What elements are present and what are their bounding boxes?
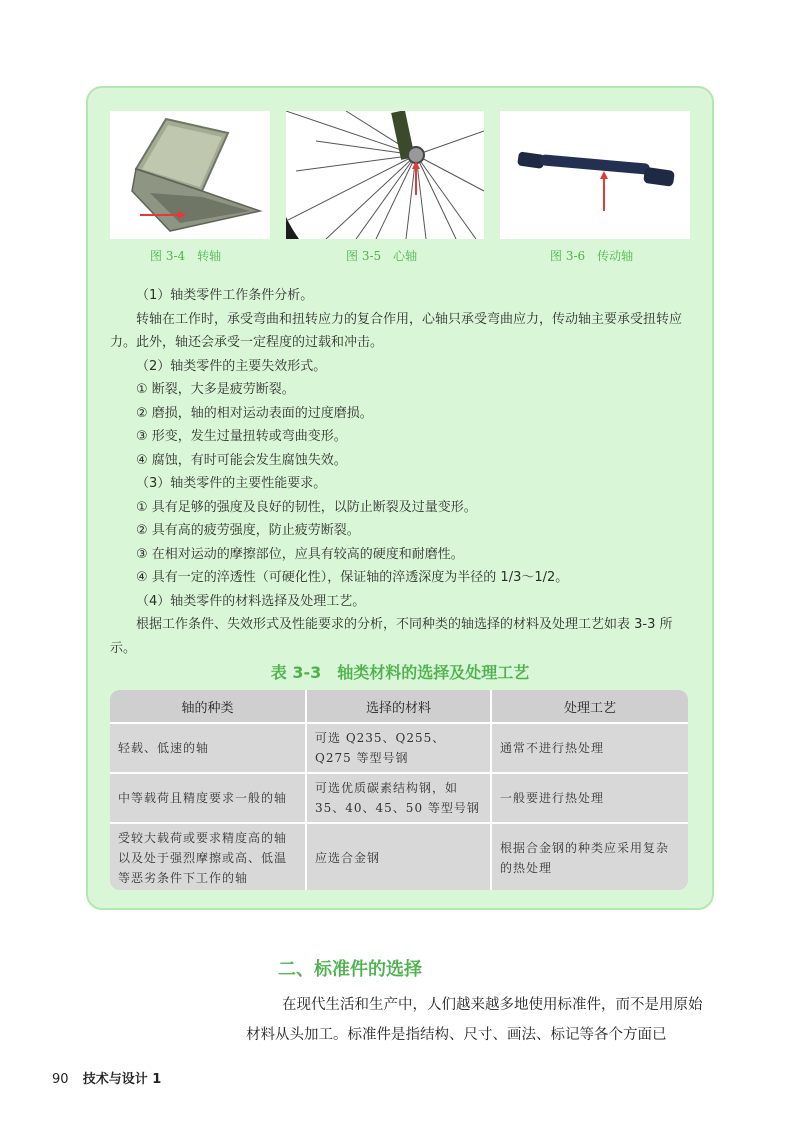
figure-caption: 图 3-5 心轴 — [346, 249, 418, 263]
figure-caption: 图 3-4 转轴 — [150, 249, 222, 263]
figure-laptop — [110, 111, 270, 239]
list-item: ④ 腐蚀，有时可能会发生腐蚀失效。 — [136, 452, 347, 468]
paragraph: 转轴在工作时，承受弯曲和扭转应力的复合作用，心轴只承受弯曲应力，传动轴主要承受扭转应力。此外，轴还会承受一定程度的过载和冲击。 — [110, 311, 683, 350]
table-header: 处理工艺 — [491, 690, 688, 723]
list-item: ③ 形变，发生过量扭转或弯曲变形。 — [136, 429, 347, 444]
figure-caption: 图 3-6 传动轴 — [550, 249, 634, 263]
paragraph: 在现代生活和生产中，人们越来越多地使用标准件，而不是用原始材料从头加工。标准件是指结构、尺寸、画法、标记等各个方面已 — [246, 997, 703, 1043]
bicycle-wheel-axle-icon — [286, 111, 484, 239]
list-item: ② 具有高的疲劳强度，防止疲劳断裂。 — [136, 523, 360, 538]
subheading: （1）轴类零件工作条件分析。 — [136, 288, 314, 303]
drive-shaft-icon — [500, 111, 690, 239]
table-title: 表 3-3 轴类材料的选择及处理工艺 — [270, 663, 530, 682]
table-cell: 通常不进行热处理 — [491, 723, 688, 773]
table-header: 轴的种类 — [110, 690, 306, 723]
page-footer — [52, 1068, 161, 1087]
subheading: （2）轴类零件的主要失效形式。 — [136, 358, 327, 374]
table-row — [110, 773, 688, 823]
table-header-row — [110, 690, 688, 723]
table-cell: 可选 Q235、Q255、Q275 等型号钢 — [306, 723, 491, 773]
list-item: ③ 在相对运动的摩擦部位，应具有较高的硬度和耐磨性。 — [136, 546, 464, 562]
table-cell: 中等载荷且精度要求一般的轴 — [110, 773, 306, 823]
figure-bicycle-wheel — [286, 111, 484, 239]
subheading: （3）轴类零件的主要性能要求。 — [136, 476, 327, 491]
figure-drive-shaft — [500, 111, 690, 239]
laptop-hinge-icon — [110, 111, 270, 239]
paragraph: 根据工作条件、失效形式及性能要求的分析，不同种类的轴选择的材料及处理工艺如表 3-3 所示。 — [110, 617, 673, 656]
table-cell: 应选合金钢 — [306, 823, 491, 890]
list-item: ④ 具有一定的淬透性（可硬化性），保证轴的淬透深度为半径的 1/3～1/2。 — [136, 570, 569, 585]
materials-table — [110, 690, 688, 890]
subheading: （4）轴类零件的材料选择及处理工艺。 — [136, 593, 366, 609]
table-cell: 一般要进行热处理 — [491, 773, 688, 823]
list-item: ② 磨损，轴的相对运动表面的过度磨损。 — [136, 405, 373, 421]
page-number: 90 — [52, 1072, 69, 1087]
table-cell: 根据合金钢的种类应采用复杂的热处理 — [491, 823, 688, 890]
list-item: ① 具有足够的强度及良好的韧性，以防止断裂及过量变形。 — [136, 499, 477, 515]
table-cell: 受较大载荷或要求精度高的轴以及处于强烈摩擦或高、低温等恶劣条件下工作的轴 — [110, 823, 306, 890]
table-cell: 轻载、低速的轴 — [110, 723, 306, 773]
table-cell: 可选优质碳素结构钢，如 35、40、45、50 等型号钢 — [306, 773, 491, 823]
section-paragraph — [246, 990, 716, 1050]
table-row — [110, 823, 688, 890]
section-heading: 二、标准件的选择 — [278, 959, 422, 980]
list-item: ① 断裂，大多是疲劳断裂。 — [136, 382, 295, 397]
body-text — [110, 284, 695, 660]
book-title: 技术与设计 1 — [82, 1072, 162, 1087]
table-header: 选择的材料 — [306, 690, 491, 723]
table-row — [110, 723, 688, 773]
